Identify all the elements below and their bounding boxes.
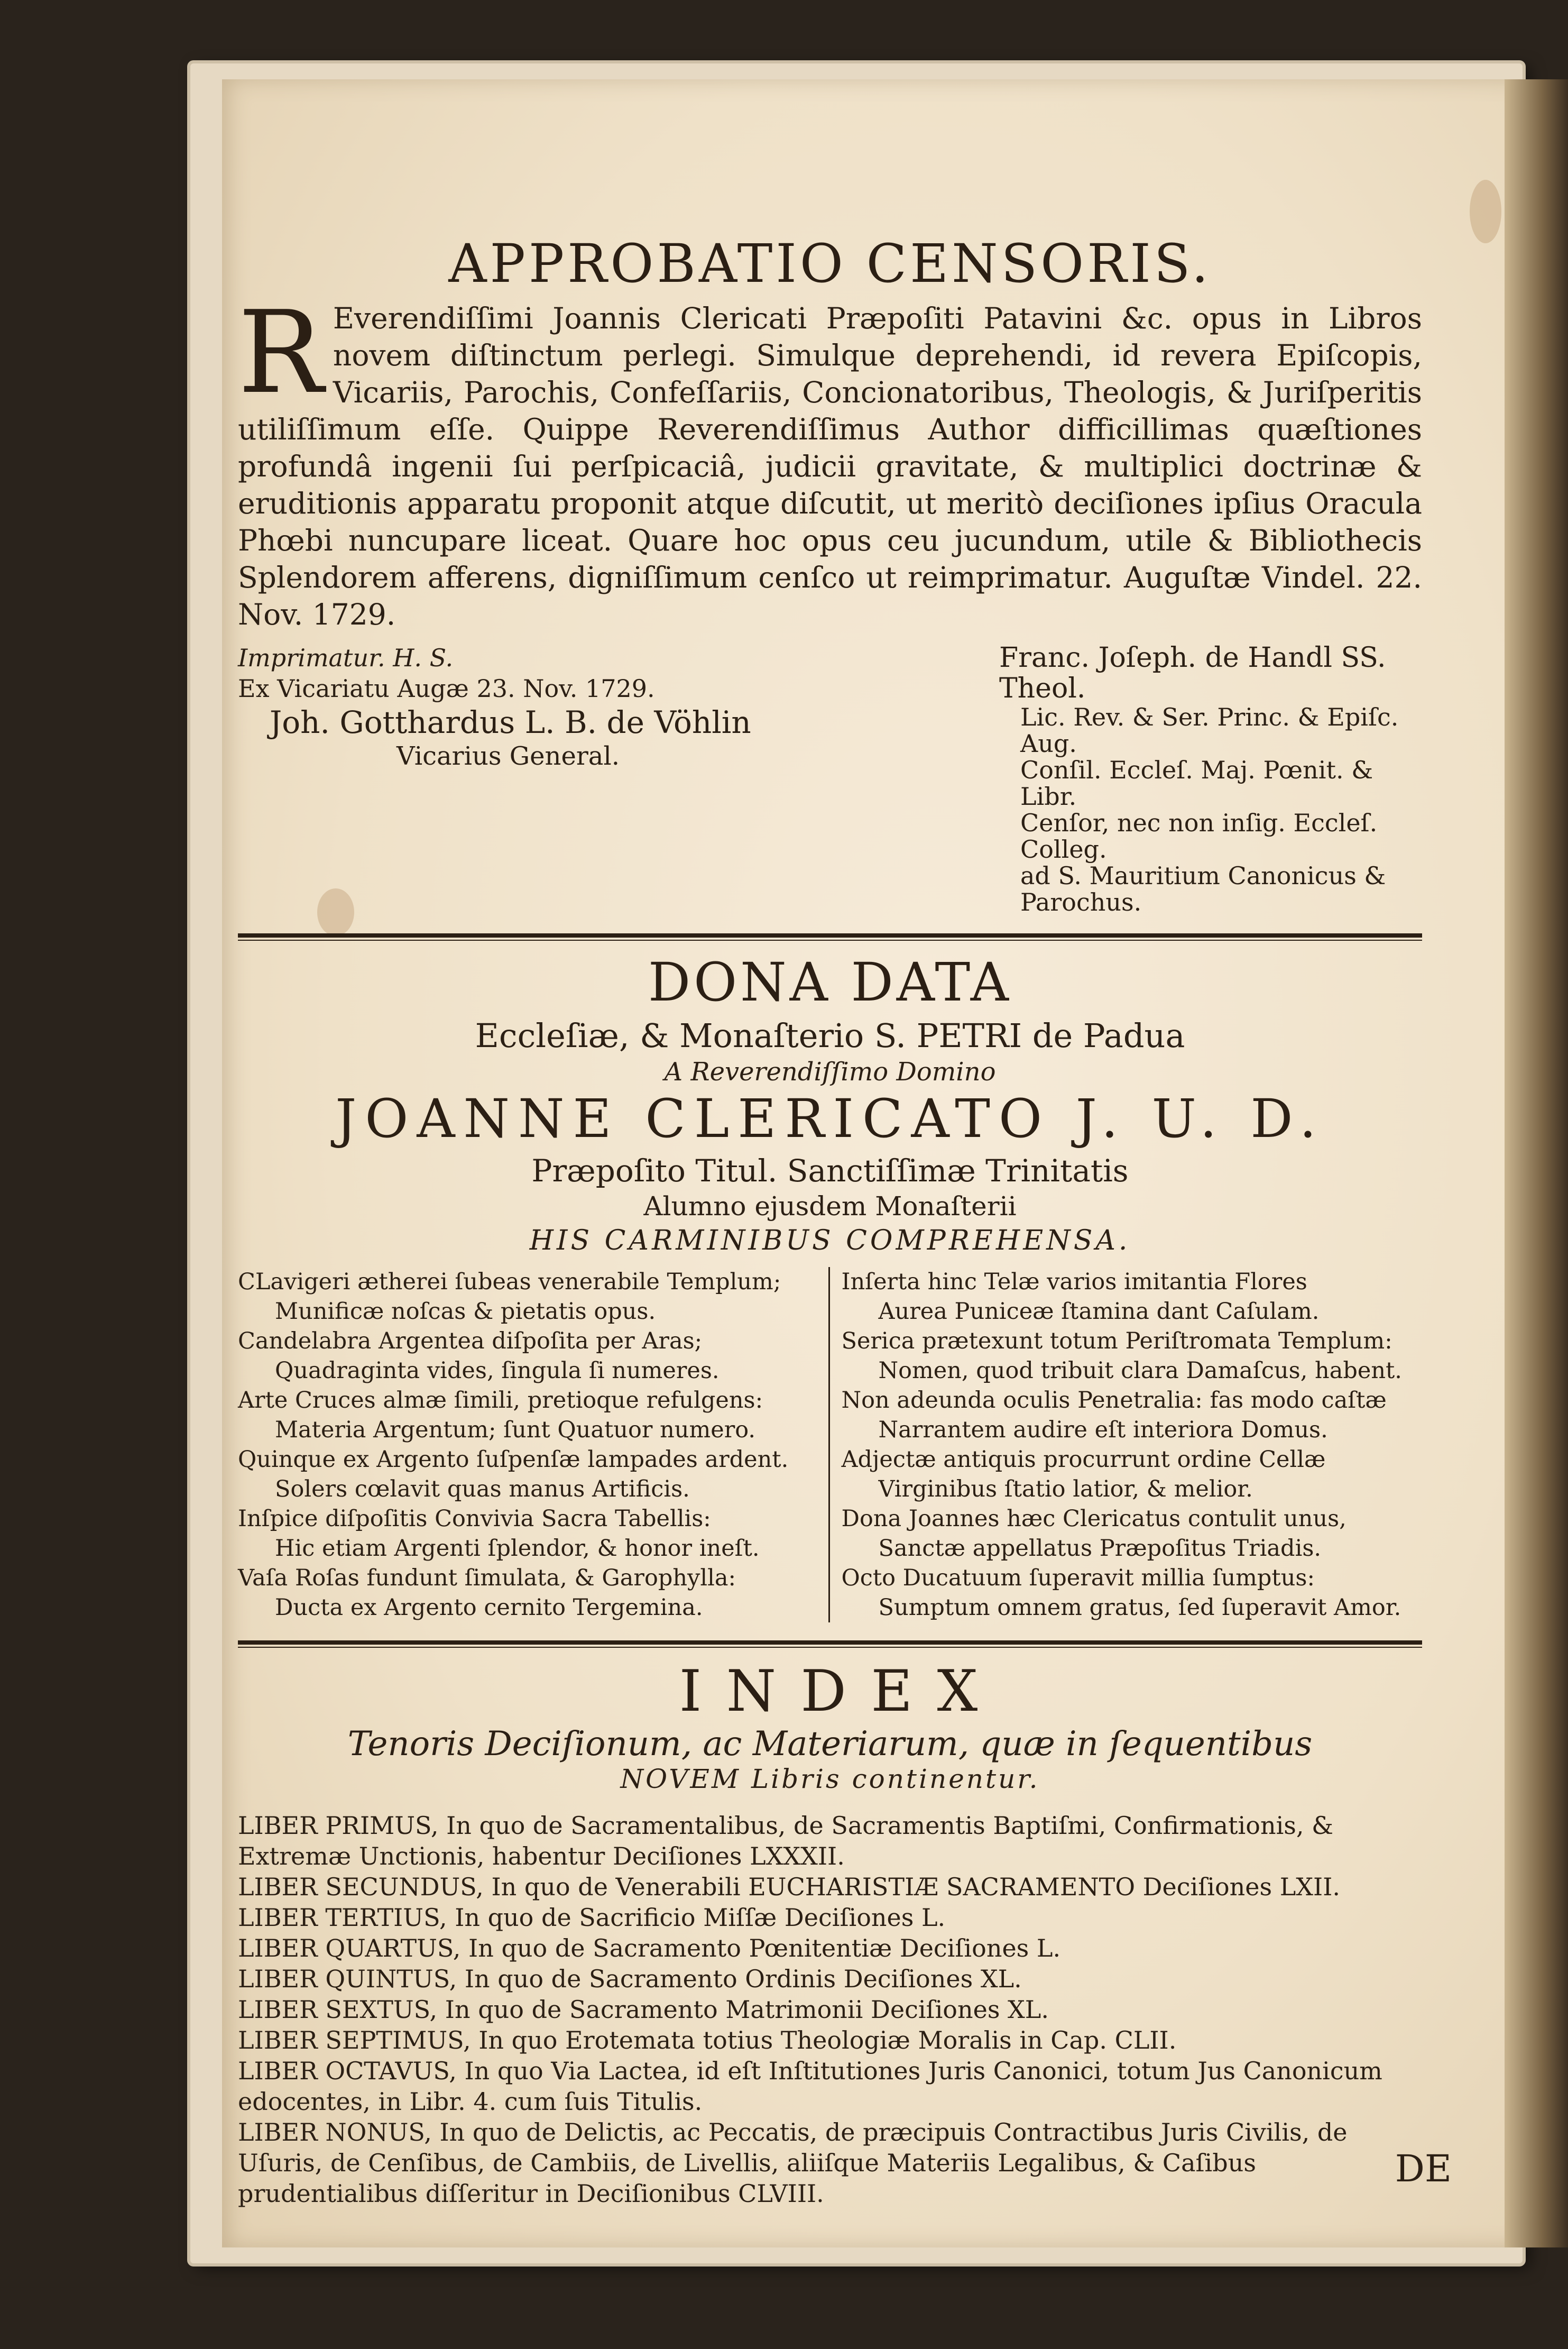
- dona-line: Eccleſiæ, & Monaſterio S. PETRI de Padua: [475, 1016, 1185, 1055]
- vicariatu-line: Ex Vicariatu Augæ 23. Nov. 1729.: [238, 674, 655, 703]
- divider: [238, 1640, 1422, 1645]
- index-section: [238, 1658, 1422, 1794]
- approbatio-text: Everendiſſimi Joannis Clericati Præpoſiti Patavini &c. opus in Libros novem diſtinctum perlegi. Simulque deprehendi, id revera Epiſcopis, Vicariis, Parochis, Confeſſariis, Concionatoribus, Theologis, & Juriſperitis utiliſſimum eſſe. Quippe Reverendiſſimus Author difficillimas quæſtiones profundâ ingenii ſui perſpicaciâ, judicii gravitate, & multiplici doctrinæ & eruditionis apparatu proponit atque diſcutit, ut meritò deciſiones ipſius Oracula Phœbi nuncupare liceat. Quare hoc opus ceu jucundum, utile & Bibliothecis Splendorem afferens, digniſſimum cenſco ut reimprimatur. Auguſtæ Vindel. 22. Nov. 1729.: [238, 301, 1422, 631]
- catchword: DE: [1395, 2147, 1452, 2190]
- dona-title: DONA DATA: [648, 951, 1012, 1013]
- liber-text: In quo de Venerabili EUCHARISTIÆ SACRAMENTO Deciſiones LXII.: [491, 1873, 1341, 1901]
- liber-entry: [238, 1810, 1422, 1871]
- imprimatur-right: [999, 643, 1422, 915]
- approbatio-title: APPROBATIO CENSORIS.: [448, 233, 1212, 295]
- liber-entry: [238, 1933, 1422, 1963]
- liber-head: LIBER SECUNDUS,: [238, 1873, 484, 1901]
- page-content: [238, 233, 1422, 2208]
- liber-head: LIBER OCTAVUS,: [238, 2057, 457, 2085]
- liber-text: In quo Erotemata totius Theologiæ Moralis in Cap. CLII.: [478, 2026, 1177, 2054]
- liber-entry: [238, 1963, 1422, 1994]
- imprimatur-left: [238, 643, 767, 915]
- signer-right-line: Conſil. Eccleſ. Maj. Pœnit. & Libr.: [1020, 756, 1373, 811]
- poem-line: Narrantem audire eſt interiora Domus.: [878, 1417, 1328, 1443]
- liber-head: LIBER SEXTUS,: [238, 1995, 438, 2024]
- index-title: I N D E X: [679, 1658, 981, 1724]
- liber-entry: [238, 2056, 1422, 2117]
- poem-line: Materia Argentum; ſunt Quatuor numero.: [275, 1417, 756, 1443]
- signer-right-line: ad S. Mauritium Canonicus & Parochus.: [1020, 861, 1386, 916]
- liber-text: In quo de Sacramento Pœnitentiæ Deciſiones L.: [468, 1934, 1061, 1962]
- poem-line: Nomen, quod tribuit clara Damaſcus, habent.: [878, 1357, 1402, 1384]
- poem-line: Dona Joannes hæc Clericatus contulit unus,: [841, 1506, 1346, 1532]
- poem-line: Munificæ noſcas & pietatis opus.: [275, 1298, 656, 1325]
- poem-line: Adjectæ antiquis procurrunt ordine Cellæ: [841, 1446, 1326, 1473]
- dona-line: JOANNE CLERICATO J. U. D.: [335, 1088, 1325, 1150]
- liber-entry: [238, 2025, 1422, 2056]
- divider: [238, 1647, 1422, 1648]
- signer-right-line: Lic. Rev. & Ser. Princ. & Epiſc. Aug.: [1020, 703, 1399, 758]
- poem-column-left: [238, 1267, 830, 1622]
- liber-head: LIBER PRIMUS,: [238, 1811, 439, 1840]
- poem-line: Serica prætexunt totum Periſtromata Templum:: [841, 1328, 1392, 1354]
- approbatio-body: [238, 286, 1422, 633]
- liber-entry: [238, 1902, 1422, 1933]
- dona-line: HIS CARMINIBUS COMPREHENSA.: [529, 1225, 1131, 1256]
- liber-text: In quo de Sacramentalibus, de Sacramentis Baptiſmi, Confirmationis, & Extremæ Unctionis, habentur Deciſiones LXXXII.: [238, 1811, 1334, 1870]
- poem-line: Sumptum omnem gratus, ſed ſuperavit Amor.: [878, 1594, 1401, 1621]
- stain: [1470, 180, 1501, 243]
- liber-entry: [238, 1994, 1422, 2025]
- dona-line: Alumno ejusdem Monaſterii: [643, 1191, 1017, 1222]
- poem: [238, 1267, 1422, 1622]
- binding-gutter: [1505, 79, 1568, 2247]
- poem-line: Inſpice diſpoſitis Convivia Sacra Tabellis:: [238, 1506, 711, 1532]
- liber-entry: [238, 1871, 1422, 1902]
- imprimatur-block: [238, 643, 1422, 915]
- poem-line: Hic etiam Argenti ſplendor, & honor ineſt.: [275, 1535, 760, 1562]
- poem-line: Solers cœlavit quas manus Artificis.: [275, 1476, 690, 1502]
- dona-section: [238, 951, 1422, 1256]
- liber-text: In quo de Sacrificio Miſſæ Deciſiones L.: [455, 1903, 946, 1932]
- poem-line: Inſerta hinc Telæ varios imitantia Flores: [841, 1269, 1307, 1295]
- poem-line: Virginibus ſtatio latior, & melior.: [878, 1476, 1253, 1502]
- liber-head: LIBER QUINTUS,: [238, 1965, 457, 1993]
- poem-line: Arte Cruces almæ ſimili, pretioque refulgens:: [238, 1387, 763, 1414]
- signer-left-title: Vicarius General.: [396, 741, 620, 771]
- imprimatur-line: Imprimatur. H. S.: [238, 644, 454, 672]
- dona-line: Præpoſito Titul. Sanctiſſimæ Trinitatis: [531, 1153, 1129, 1189]
- poem-line: Octo Ducatuum ſuperavit millia ſumptus:: [841, 1565, 1315, 1591]
- signer-right-line: Cenſor, nec non inſig. Eccleſ. Colleg.: [1020, 809, 1378, 864]
- poem-line: Quinque ex Argento ſuſpenſæ lampades ardent.: [238, 1446, 789, 1473]
- liber-text: In quo de Sacramento Matrimonii Deciſiones XL.: [445, 1995, 1049, 2024]
- signer-left: Joh. Gotthardus L. B. de Vöhlin: [270, 704, 751, 740]
- index-subtitle: NOVEM Libris continentur.: [620, 1764, 1040, 1794]
- poem-line: CLavigeri ætherei ſubeas venerabile Templum;: [238, 1269, 781, 1295]
- drop-cap: R: [238, 286, 324, 419]
- poem-line: Sanctæ appellatus Præpoſitus Triadis.: [878, 1535, 1322, 1562]
- liber-head: LIBER QUARTUS,: [238, 1934, 461, 1962]
- dona-line: A Reverendiſſimo Domino: [664, 1057, 996, 1087]
- poem-line: Quadraginta vides, ſingula ſi numeres.: [275, 1357, 720, 1384]
- index-subtitle: Tenoris Deciſionum, ac Materiarum, quæ in ſequentibus: [347, 1724, 1313, 1764]
- signer-right-line: Franc. Joſeph. de Handl SS. Theol.: [999, 642, 1386, 704]
- poem-column-right: [830, 1267, 1423, 1622]
- liber-text: In quo de Sacramento Ordinis Deciſiones XL.: [464, 1965, 1022, 1993]
- liber-entry: [238, 2117, 1422, 2209]
- poem-line: Vaſa Roſas fundunt ſimulata, & Garophylla:: [238, 1565, 736, 1591]
- liber-text: In quo de Delictis, ac Peccatis, de præcipuis Contractibus Juris Civilis, de Uſuris, de Cenſibus, de Cambiis, de Livellis, aliiſque Materiis Legalibus, & Caſibus prudentialibus diſſeritur in Deciſionibus CLVIII.: [238, 2118, 1348, 2208]
- liber-text: In quo Via Lactea, id eſt Inſtitutiones Juris Canonici, totum Jus Canonicum edocentes, in Libr. 4. cum ſuis Titulis.: [238, 2057, 1382, 2116]
- divider: [238, 940, 1422, 941]
- poem-line: Aurea Puniceæ ſtamina dant Caſulam.: [878, 1298, 1320, 1325]
- poem-line: Non adeunda oculis Penetralia: fas modo caſtæ: [841, 1387, 1387, 1414]
- index-list: [238, 1810, 1422, 2209]
- divider: [238, 933, 1422, 938]
- liber-head: LIBER TERTIUS,: [238, 1903, 447, 1932]
- liber-head: LIBER SEPTIMUS,: [238, 2026, 471, 2054]
- poem-line: Candelabra Argentea diſpoſita per Aras;: [238, 1328, 703, 1354]
- liber-head: LIBER NONUS,: [238, 2118, 432, 2146]
- poem-line: Ducta ex Argento cernito Tergemina.: [275, 1594, 703, 1621]
